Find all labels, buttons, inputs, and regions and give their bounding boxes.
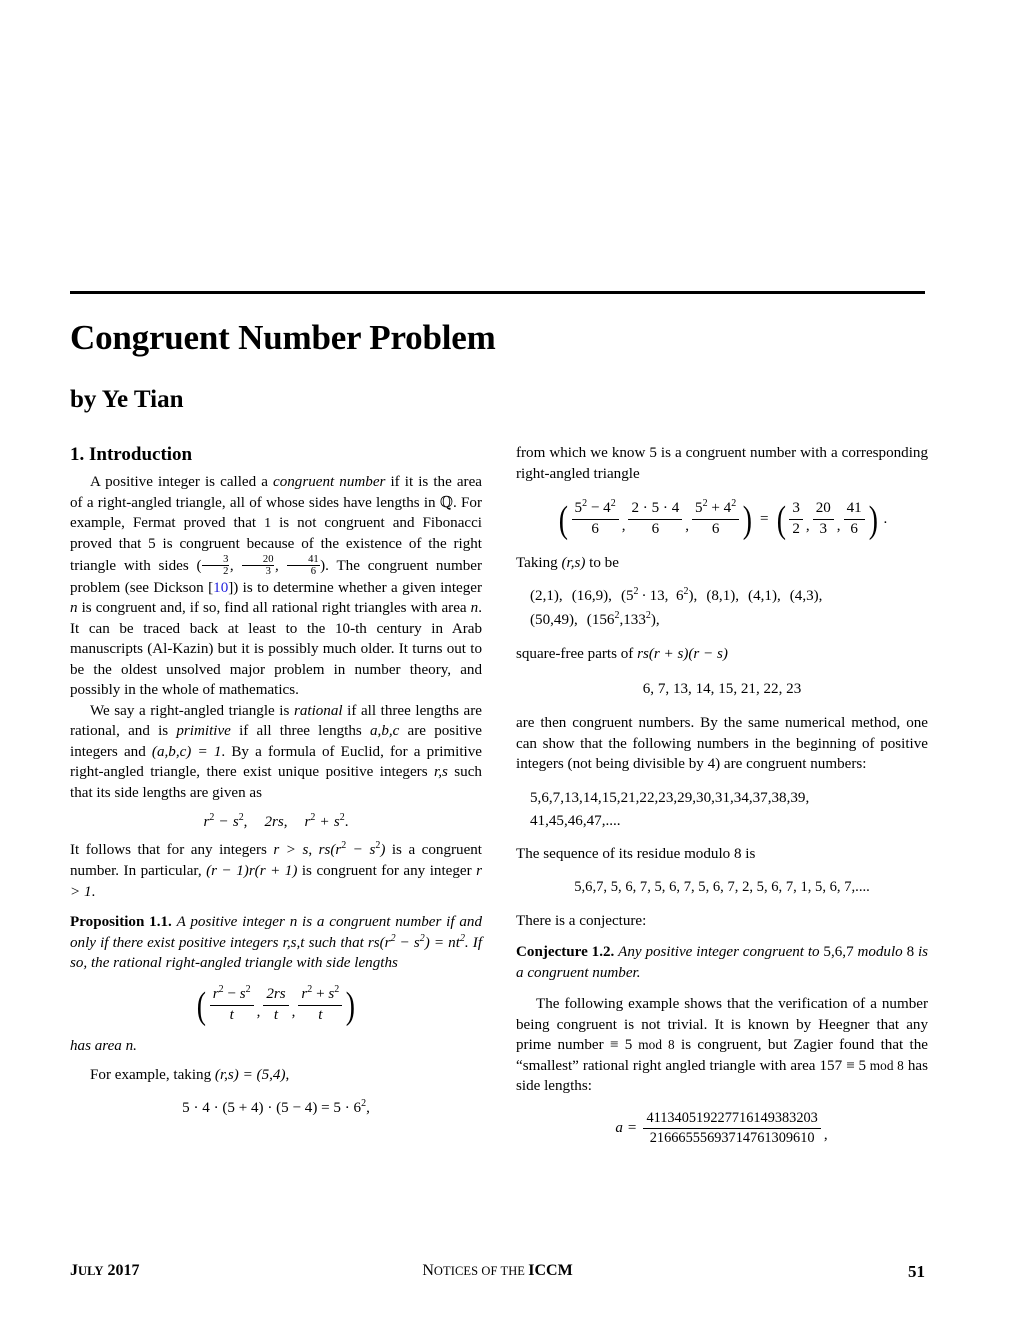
taking-t1: Taking xyxy=(516,554,562,571)
para2-t5: . By a formula of Euclid, for a primitive right-angled triangle, there exist unique positive integers xyxy=(70,743,483,781)
rfrac3-numerator xyxy=(692,500,739,519)
frac2-numerator: 2rs xyxy=(266,985,286,1002)
para3-t5: . xyxy=(91,883,96,900)
conjecture-1-2 xyxy=(516,942,928,983)
rnum-4: 4 xyxy=(603,500,611,517)
para3-t1: It follows that for any integers xyxy=(70,842,274,859)
paragraph-from-which: from which we know 5 is a congruent number with a corresponding right-angled triangle xyxy=(516,445,928,482)
paragraph-it-follows xyxy=(70,840,482,902)
square-free-parts-line xyxy=(516,644,928,665)
eq3-trailing: , xyxy=(366,1100,370,1117)
frac-numerator xyxy=(210,983,254,1005)
frac-denominator: t xyxy=(210,1005,254,1025)
has-area-t1: has area xyxy=(70,1038,126,1055)
author-byline: by Ye Tian xyxy=(70,386,184,413)
prop-eq-rhs-exp: 2 xyxy=(459,932,465,944)
footer-pub-notices: OTICES xyxy=(433,1264,479,1278)
para3r-t2: is congruent, but Zagier found that the “smallest” rational right angled triangle with area xyxy=(516,1037,928,1074)
expr-r-exp: 2 xyxy=(341,840,347,852)
page-title: Congruent Number Problem xyxy=(70,318,496,357)
prop-t1: A positive integer xyxy=(176,914,290,931)
paragraph-heegner-zagier xyxy=(516,994,928,1097)
para2-t6: such that its side lengths are given as xyxy=(70,764,482,802)
pair-8-1: (8,1), xyxy=(706,588,740,605)
pair-52-13-62: ($5^2 \cdot 13$, $6^2$), xyxy=(620,586,698,605)
paragraph-example xyxy=(70,1065,482,1086)
title-rule xyxy=(70,291,925,294)
rfrac2-numerator: 2 · 5 · 4 xyxy=(631,500,680,517)
rfrac1-denominator: 6 xyxy=(572,519,619,539)
residue-intro-line: The sequence of its residue modulo 8 is xyxy=(516,845,756,862)
equation-example-product xyxy=(70,1099,482,1118)
rfrac1-numerator xyxy=(572,500,619,519)
para2-t3: if all three lengths xyxy=(230,723,370,740)
conj-t3: is a congruent number. xyxy=(516,944,929,981)
frac3-denominator: t xyxy=(298,1005,342,1025)
expr-consecutive-product: (r − 1)r(r + 1) xyxy=(206,862,298,879)
residue-sequence-line: 5,6,7, 5, 6, 7, 5, 6, 7, 5, 6, 7, 2, 5, 6, 7, 1, 5, 6, 7,.... xyxy=(574,879,870,896)
num-s: s xyxy=(239,985,246,1002)
rnum3-4: 4 xyxy=(723,500,732,517)
num3-s: s xyxy=(328,985,335,1002)
eq1-minus: − xyxy=(219,813,228,830)
para3r-t3: has side lengths: xyxy=(516,1057,928,1095)
eq1-period: . xyxy=(344,813,349,830)
fraction-r2-minus-s2-over-t xyxy=(210,983,254,1025)
eq2-comma2: , xyxy=(291,1003,296,1020)
req1-comma1: , xyxy=(621,517,626,534)
equation-triangle-sides-over-t: ( $\frac{r^2 - s^2}{t}$ , $\frac{2rs}{t}$ , $\frac{r^2 + s^2}{t}$ ) xyxy=(196,983,356,1028)
para4-t1: For example, taking xyxy=(90,1066,215,1083)
gfrac1-denominator: 2 xyxy=(789,519,803,539)
frac2-denominator: t xyxy=(263,1005,288,1025)
frac3-numerator xyxy=(298,983,342,1005)
has-area-line xyxy=(70,1036,482,1057)
eq2-comma1: , xyxy=(256,1003,261,1020)
term-primitive: primitive xyxy=(176,723,231,740)
conj-nums: 5,6,7 xyxy=(823,944,854,961)
prop-t2: is a congruent number if and only if there exist positive integers xyxy=(70,914,483,951)
para3-t4: is congruent for any integer xyxy=(297,862,477,879)
paragraph-are-then-congruent: are then congruent numbers. By the same numerical method, one can show that the following numbers in the beginning of positive integers (not being divisible by 4) are congruent numbers: xyxy=(516,715,928,773)
fraction-a-value xyxy=(643,1110,820,1147)
fraction-52-plus-42-over-6 xyxy=(692,500,739,539)
para3r-t1: The following example shows that the verification of a number being congruent is not trivial. It is known by Heegner that any prime number xyxy=(516,996,928,1054)
footer-page-number: 51 xyxy=(908,1262,925,1281)
gfrac2-numerator: 20 xyxy=(815,500,831,517)
eq1-r: r xyxy=(203,813,210,830)
mod-8-label-1: mod 8 xyxy=(632,1037,675,1053)
taking-expr: (r,s) xyxy=(561,554,586,571)
footer-date-year: 2017 xyxy=(107,1262,140,1279)
eq1-s2-exp: 2 xyxy=(339,811,345,823)
req1-equals: = xyxy=(760,510,769,527)
area-157-congruence: 157 ≡ 5 xyxy=(819,1057,867,1074)
p156-post: ), xyxy=(650,612,660,629)
eq1-s: s xyxy=(232,813,239,830)
fraction-2rs-over-t xyxy=(263,986,288,1025)
eq1-s2: s xyxy=(333,813,340,830)
paragraph-definition: A positive integer is called a congruent number if it is the area of a right-angled triangle, all of whose sides have lengths in ℚ. For example, Fermat proved that 1 is not congruent and Fibonacci proved that 5 is congruent because of the existence of the right triangle with sides ( $\frac{3}{2}$ , $\frac{20}{3}$ , $\frac{41}{6}$ ). The congruent number problem (see Dickson [10]) is to determine whether a given integer n is congruent and, if so, find all rational right triangles with area n. It can be traced back at least to the 10-th century in Arab manuscripts (Al-Kazin) but it is possibly much older. It turns out to be the oldest unsolved major problem in number theory, and possibly in the whole of mathematics. xyxy=(70,474,483,699)
para1-t5: . The congruent number problem (see Dickson [ xyxy=(70,557,482,596)
para1-t4: is not congruent and Fibonacci proved that 5 is congruent because of the existence of the right triangle with sides xyxy=(70,515,482,574)
fraction-r2-plus-s2-over-t xyxy=(298,983,342,1025)
para2-t2: if all three lengths are rational, and is xyxy=(70,702,482,740)
term-rational: rational xyxy=(293,702,343,719)
pair-50-49: (50,49), xyxy=(530,612,578,629)
para1-t1: A positive integer is called a xyxy=(90,474,273,490)
num3-r: r xyxy=(301,985,308,1002)
num3-r-exp: 2 xyxy=(307,983,313,995)
variable-n: n xyxy=(70,600,78,617)
prop-vars-rst: r,s,t xyxy=(282,934,305,951)
para1-t3: . For example, Fermat proved that xyxy=(70,494,483,532)
has-area-t2: . xyxy=(133,1038,137,1055)
num3-s-exp: 2 xyxy=(334,983,340,995)
sf-expression: rs(r + s)(r − s) xyxy=(637,645,728,662)
num-s-exp: 2 xyxy=(245,983,251,995)
fraction-52-minus-42-over-6 xyxy=(572,500,619,539)
eq1-r-exp: 2 xyxy=(209,811,215,823)
rnum3-5: 5 xyxy=(695,500,703,517)
prop-var-n: n xyxy=(289,914,298,931)
eq1-s-exp: 2 xyxy=(238,811,244,823)
left-column xyxy=(70,443,482,1127)
rnum3-4-exp: 2 xyxy=(731,498,737,510)
inequality-r-gt-s: r > s xyxy=(273,842,309,859)
p133-mid: ,133 xyxy=(619,612,646,629)
pair-156sq-133sq xyxy=(587,612,660,628)
rfrac2-denominator: 6 xyxy=(628,519,682,539)
variables-abc: a,b,c xyxy=(370,723,400,740)
proposition-1-1 xyxy=(70,912,482,974)
blackboard-q-symbol: ℚ xyxy=(439,494,454,511)
para3-t2: , xyxy=(308,842,319,859)
eq3-text: 5 · 4 · (5 + 4) · (5 − 4) = 5 · 6 xyxy=(182,1100,362,1117)
taking-t2: to be xyxy=(585,554,619,571)
pair-2-1: (2,1), xyxy=(530,588,563,605)
final-equals: = xyxy=(627,1119,637,1136)
list-congruent-numbers-line1: 5,6,7,13,14,15,21,22,23,29,30,31,34,37,38,39, xyxy=(530,790,810,807)
right-column xyxy=(516,443,928,1156)
eq1-2rs: 2rs xyxy=(264,813,284,830)
eq1-r2: r xyxy=(304,813,311,830)
gcd-expression: (a,b,c) = 1 xyxy=(151,743,222,760)
conj-mod: 8 xyxy=(906,944,915,961)
p133-exp: 2 xyxy=(645,610,651,622)
footer-date-initial: J xyxy=(70,1262,78,1279)
num-r-exp: 2 xyxy=(218,983,224,995)
equation-euclid-sides xyxy=(70,813,482,832)
congruence-5-mod-8: ≡ 5 xyxy=(609,1037,633,1054)
p156-exp: 2 xyxy=(614,610,620,622)
para1-t6: ]) is to determine whether a given integer xyxy=(228,579,482,596)
footer-publication xyxy=(70,1262,925,1280)
num-minus: − xyxy=(227,985,236,1002)
equation-side-length-a xyxy=(516,1110,928,1147)
final-trailing-comma: , xyxy=(823,1126,828,1143)
num3-plus: + xyxy=(316,985,325,1002)
prop-eq-lhs: rs(r xyxy=(367,934,391,951)
expr-rs-open: rs(r xyxy=(318,842,342,859)
has-area-italic xyxy=(70,1038,137,1054)
final-var-a: a xyxy=(615,1119,623,1136)
final-denominator: 21666555693714761309610 xyxy=(643,1128,820,1147)
equation-5-congruent-triangle: ( $\frac{5^2 - 4^2}{6}$ , $\frac{2 \cdot 5 \cdot 4}{6}$ , $\frac{5^2 + 4^2}{6}$ ) = ( $\frac{3}{2}$ , $\frac{20}{3}$ , $\frac{41}{6}$ ) . xyxy=(558,498,888,542)
para1-t8: . It can be traced back at least to the 10-th century in Arab manuscripts (Al-Kazin) but it is possibly much older. It turns out to be the oldest unsolved major problem in number theory, and possibly in the whole of mathematics. xyxy=(70,600,482,699)
gfrac1-numerator: 3 xyxy=(792,500,800,517)
proposition-label: Proposition 1.1. xyxy=(70,914,172,931)
conjecture-label: Conjecture 1.2. xyxy=(516,944,615,961)
conj-t2: modulo xyxy=(853,944,907,961)
rfrac3-denominator: 6 xyxy=(692,519,739,539)
fraction-20-over-3 xyxy=(813,500,834,539)
rnum3-5-exp: 2 xyxy=(702,498,708,510)
para1-t7: is congruent and, if so, find all rational right triangles with area xyxy=(77,600,471,617)
conjecture-intro-line: There is a conjecture: xyxy=(516,912,647,929)
rnum3-plus: + xyxy=(711,500,720,517)
inline-fraction-41-6: $\frac{41}{6}$ xyxy=(287,554,320,577)
list-congruent-numbers-small: 6, 7, 13, 14, 15, 21, 22, 23 xyxy=(642,680,802,697)
prop-eq-lhs-exp: 2 xyxy=(390,932,396,944)
conj-t1: Any positive integer congruent to xyxy=(618,944,824,961)
paragraph-rational-primitive xyxy=(70,701,482,804)
rnum-5-exp: 2 xyxy=(582,498,588,510)
expr-close: ) xyxy=(380,842,386,859)
list-congruent-numbers-line2: 41,45,46,47,.... xyxy=(530,812,621,829)
fraction-41-over-6 xyxy=(844,500,865,539)
number-one: 1 xyxy=(264,515,272,532)
list-rs-pairs-line1 xyxy=(516,586,928,608)
eq1-comma1: , xyxy=(243,813,248,830)
expr-minus-s: − s xyxy=(346,842,376,859)
footer-date-month: ULY xyxy=(78,1264,104,1278)
prop-eq-lhs2: − s xyxy=(395,934,420,951)
has-area-var-n: n xyxy=(125,1038,134,1055)
para2-t4: are positive integers and xyxy=(70,723,482,760)
footer-pub-initial: N xyxy=(422,1262,434,1279)
num-r: r xyxy=(212,985,219,1002)
pair-16-9: (16,9), xyxy=(571,588,612,605)
gfrac2-denominator: 3 xyxy=(813,519,834,539)
eq1-plus: + xyxy=(320,813,329,830)
inline-fraction-20-3: $\frac{20}{3}$ xyxy=(242,554,275,577)
p156-pre: (156 xyxy=(586,612,615,629)
prop-eq-lhs3: ) = nt xyxy=(424,934,460,951)
pair-4-3: (4,3), xyxy=(789,588,823,605)
para1-t2: if it is the area of a right-angled triangle, all of whose sides have lengths in xyxy=(70,474,482,511)
prop-t3: such that xyxy=(304,934,368,951)
prop-eq-lhs2-exp: 2 xyxy=(419,932,425,944)
inline-fraction-3-2: $\frac{3}{2}$ xyxy=(202,554,229,577)
final-numerator: 411340519227716149383203 xyxy=(646,1109,818,1126)
req1-period: . xyxy=(883,510,888,527)
gfrac3-numerator: 41 xyxy=(846,500,862,517)
req1-comma2: , xyxy=(685,517,690,534)
req1-comma4: , xyxy=(836,517,841,534)
req1-comma3: , xyxy=(805,517,810,534)
eq1-comma2: , xyxy=(283,813,288,830)
example-rs-value: (r,s) = (5,4) xyxy=(214,1066,286,1083)
mod-8-label-2: mod 8 xyxy=(866,1057,904,1073)
eq1-r2-exp: 2 xyxy=(310,811,316,823)
inline-triple-open: ( xyxy=(196,557,202,574)
para4-t2: , xyxy=(285,1066,290,1083)
citation-link-10[interactable]: 10 xyxy=(213,579,229,596)
eq3-exp: 2 xyxy=(361,1098,367,1110)
section-heading-introduction: 1. Introduction xyxy=(70,444,193,465)
variables-rs: r,s xyxy=(434,764,448,781)
fraction-3-over-2 xyxy=(789,500,803,539)
term-congruent-number: congruent number xyxy=(273,474,386,490)
para3-t3: is a congruent number. In particular, xyxy=(70,842,483,879)
inequality-r-gt-1: r > 1 xyxy=(70,862,482,900)
rnum-minus: − xyxy=(590,500,600,517)
rnum-4-exp: 2 xyxy=(610,498,616,510)
prop-t4: . If so, the rational right-angled triangle with side lengths xyxy=(70,934,483,972)
variable-n-2: n xyxy=(470,600,479,617)
footer-pub-iccm: ICCM xyxy=(528,1262,573,1279)
rnum-5: 5 xyxy=(574,500,583,517)
fraction-2-5-4-over-6 xyxy=(628,500,682,539)
gfrac3-denominator: 6 xyxy=(844,519,865,539)
taking-rs-line xyxy=(516,553,928,574)
list-rs-pairs-line2 xyxy=(516,610,928,632)
inline-triple-close: ) xyxy=(320,557,326,574)
expr-s-exp: 2 xyxy=(375,840,381,852)
page-footer xyxy=(70,1262,925,1286)
pair-4-1: (4,1), xyxy=(748,588,781,605)
sf-t1: square-free parts of xyxy=(516,645,638,662)
footer-pub-ofthe: OF THE xyxy=(478,1264,529,1278)
para2-t1: We say a right-angled triangle is xyxy=(90,702,294,719)
